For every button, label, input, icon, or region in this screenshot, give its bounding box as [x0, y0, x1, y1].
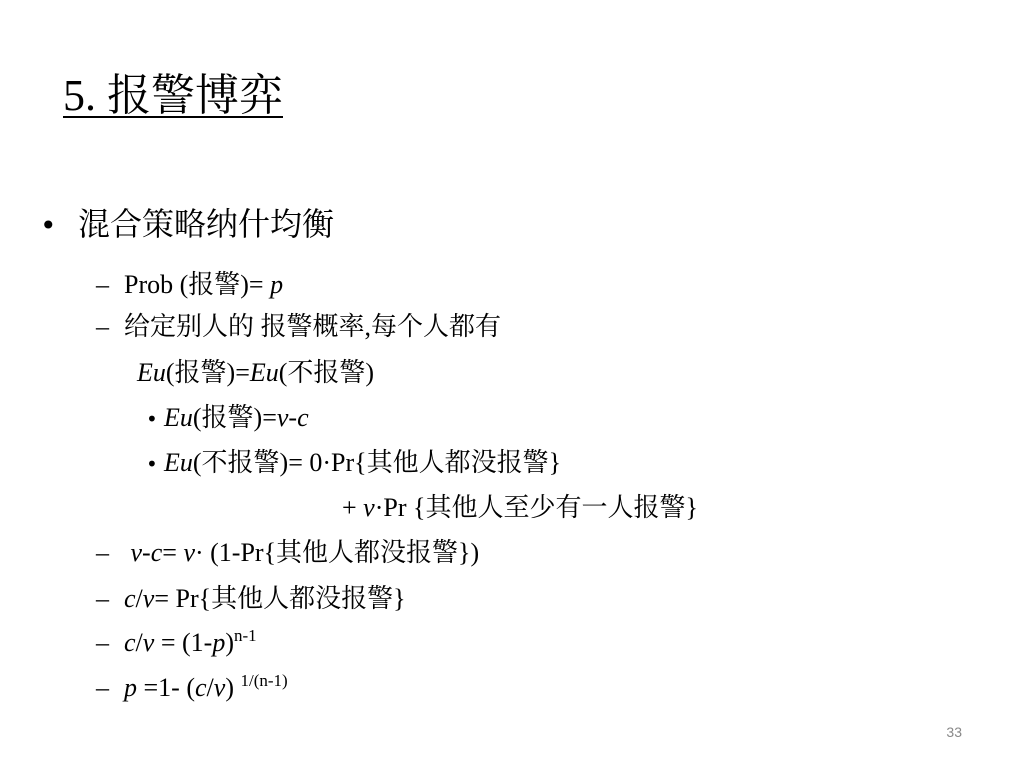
line-eu-equal: Eu(报警)=Eu(不报警): [137, 358, 375, 387]
line-v-minus-c: – v-c= v· (1-Pr{其他人都没报警}): [96, 536, 479, 570]
sub-bullet-dot: •: [146, 452, 158, 476]
line-c-over-v: – c/v= Pr{其他人都没报警}: [96, 582, 406, 616]
dash-marker: –: [96, 673, 109, 702]
line-given: – 给定别人的 报警概率,每个人都有: [96, 310, 501, 344]
dash-marker: –: [96, 628, 109, 657]
exponent: 1/(n-1): [240, 671, 288, 690]
line-eu-report: • Eu(报警)=v-c: [146, 401, 309, 436]
slide-title: 5. 报警博弈: [63, 71, 283, 120]
dash-marker: –: [96, 538, 109, 567]
bullet-text: 混合策略纳什均衡: [78, 206, 335, 242]
dash-marker: –: [96, 584, 109, 613]
dash-marker: –: [96, 270, 109, 299]
line-c-over-v-power: – $c/v = (1-p)^{n-1}$: [96, 626, 257, 660]
sub-bullet-dot: •: [146, 407, 158, 431]
exponent: n-1: [233, 626, 257, 645]
line-eu-not-report-cont: + v·Pr {其他人至少有一人报警}: [342, 493, 698, 522]
page-number: 33: [946, 724, 962, 740]
line-prob: – Prob (报警)= p: [96, 268, 283, 302]
bullet-dot: •: [40, 209, 57, 242]
line-eu-not-report: • Eu(不报警)= 0·Pr{其他人都没报警}: [146, 446, 561, 481]
dash-marker: –: [96, 312, 109, 341]
bullet-mixed-strategy: [40, 202, 334, 248]
line-p-solution: – p =1- (c/v) $^{1/(n-1)}$: [96, 671, 288, 705]
